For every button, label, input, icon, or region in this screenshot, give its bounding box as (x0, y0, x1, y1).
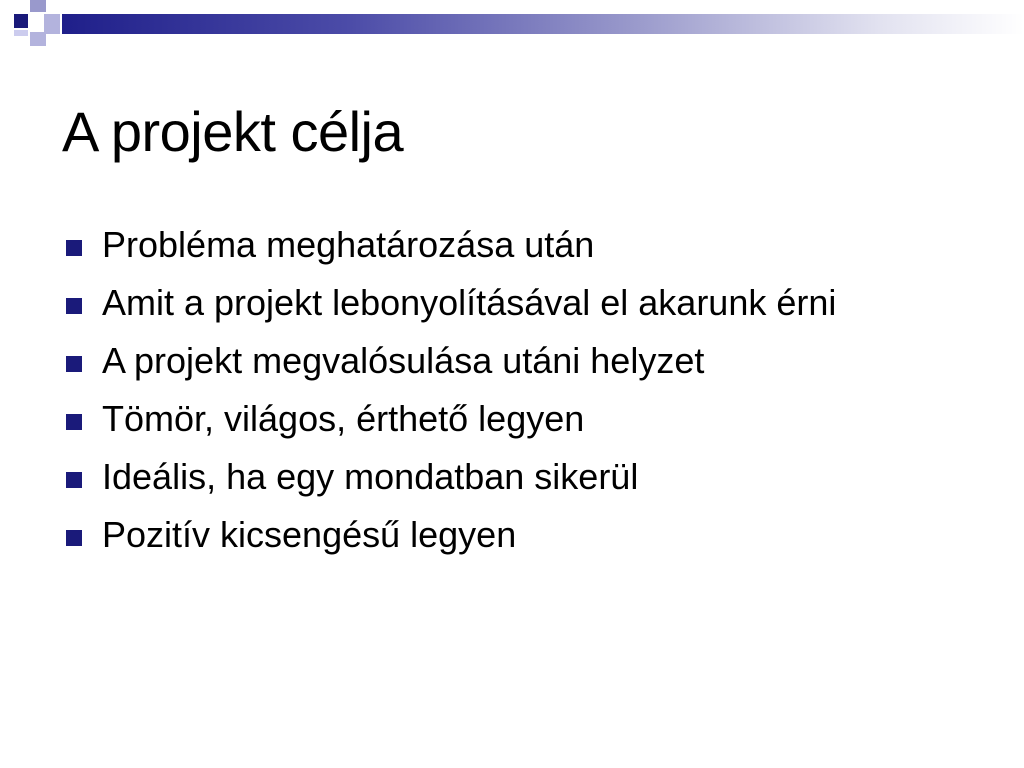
bullet-text: Amit a projekt lebonyolításával el akarunk érni (102, 282, 837, 323)
decor-square (30, 32, 46, 46)
decor-square (30, 0, 46, 12)
bullet-item (62, 284, 962, 322)
square-bullet-icon (66, 414, 82, 430)
bullet-text: Probléma meghatározása után (102, 224, 595, 265)
bullet-list (62, 226, 962, 574)
decor-square (44, 14, 60, 34)
bullet-item (62, 400, 962, 438)
square-bullet-icon (66, 530, 82, 546)
decor-square (14, 30, 28, 36)
square-bullet-icon (66, 472, 82, 488)
bullet-item (62, 226, 962, 264)
square-bullet-icon (66, 240, 82, 256)
slide-title: A projekt célja (62, 100, 404, 163)
bullet-text: A projekt megvalósulása utáni helyzet (102, 340, 705, 381)
bullet-text: Pozitív kicsengésű legyen (102, 514, 517, 555)
bullet-item (62, 516, 962, 554)
bullet-text: Ideális, ha egy mondatban sikerül (102, 456, 639, 497)
decor-square (14, 14, 28, 28)
header-gradient-bar (62, 14, 1024, 34)
bullet-item (62, 342, 962, 380)
header-decoration (0, 0, 1024, 36)
square-bullet-icon (66, 298, 82, 314)
bullet-text: Tömör, világos, érthető legyen (102, 398, 585, 439)
square-bullet-icon (66, 356, 82, 372)
bullet-item (62, 458, 962, 496)
